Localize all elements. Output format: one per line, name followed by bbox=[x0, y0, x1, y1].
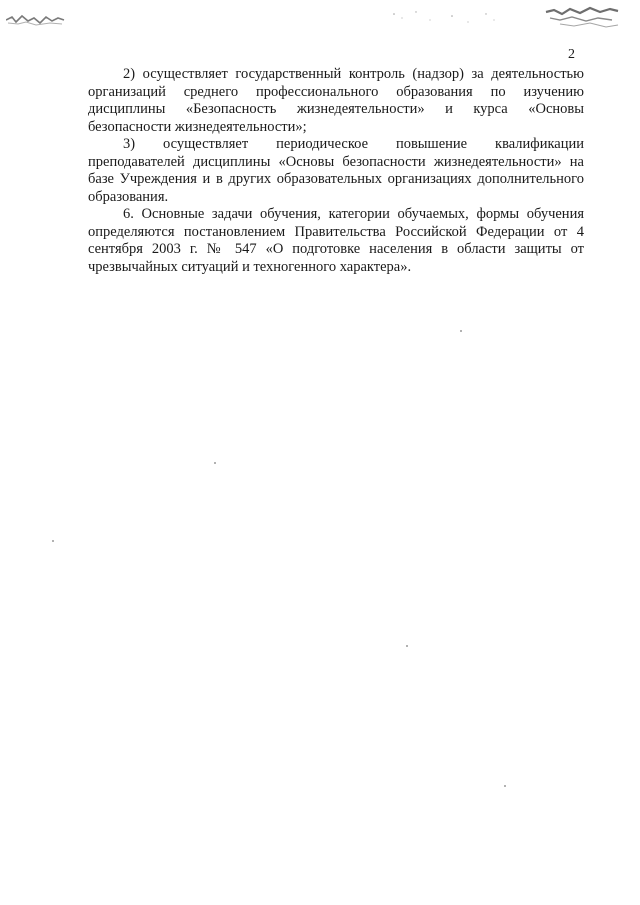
scan-speck bbox=[52, 540, 54, 542]
scan-speck bbox=[406, 645, 408, 647]
paragraph-item-3: 3) осуществляет периодическое повышение квалификации преподавателей дисциплины «Основы безопасности жизнедеятельности» на базе Учреждения и в других образовательных организациях дополнительного образования. bbox=[88, 136, 584, 205]
page-number: 2 bbox=[568, 47, 575, 62]
scan-artifact-right bbox=[540, 4, 620, 34]
scan-speck bbox=[460, 330, 462, 332]
paragraph-section-6: 6. Основные задачи обучения, категории обучаемых, формы обучения определяются постановлением Правительства Российской Федерации от 4 сентября 2003 г. № 547 «О подготовке населения в области защиты от чрезвычайных ситуаций и техногенного характера». bbox=[88, 206, 584, 275]
scan-speck bbox=[504, 785, 506, 787]
scan-speck bbox=[214, 462, 216, 464]
document-body bbox=[88, 66, 584, 276]
paragraph-item-2: 2) осуществляет государственный контроль (надзор) за деятельностью организаций среднего профессионального образования по изучению дисциплины «Безопасность жизнедеятельности» и курса «Основы безопасности жизнедеятельности»; bbox=[88, 66, 584, 135]
scan-artifact-left bbox=[6, 14, 66, 26]
scan-artifact-middle bbox=[390, 8, 500, 26]
